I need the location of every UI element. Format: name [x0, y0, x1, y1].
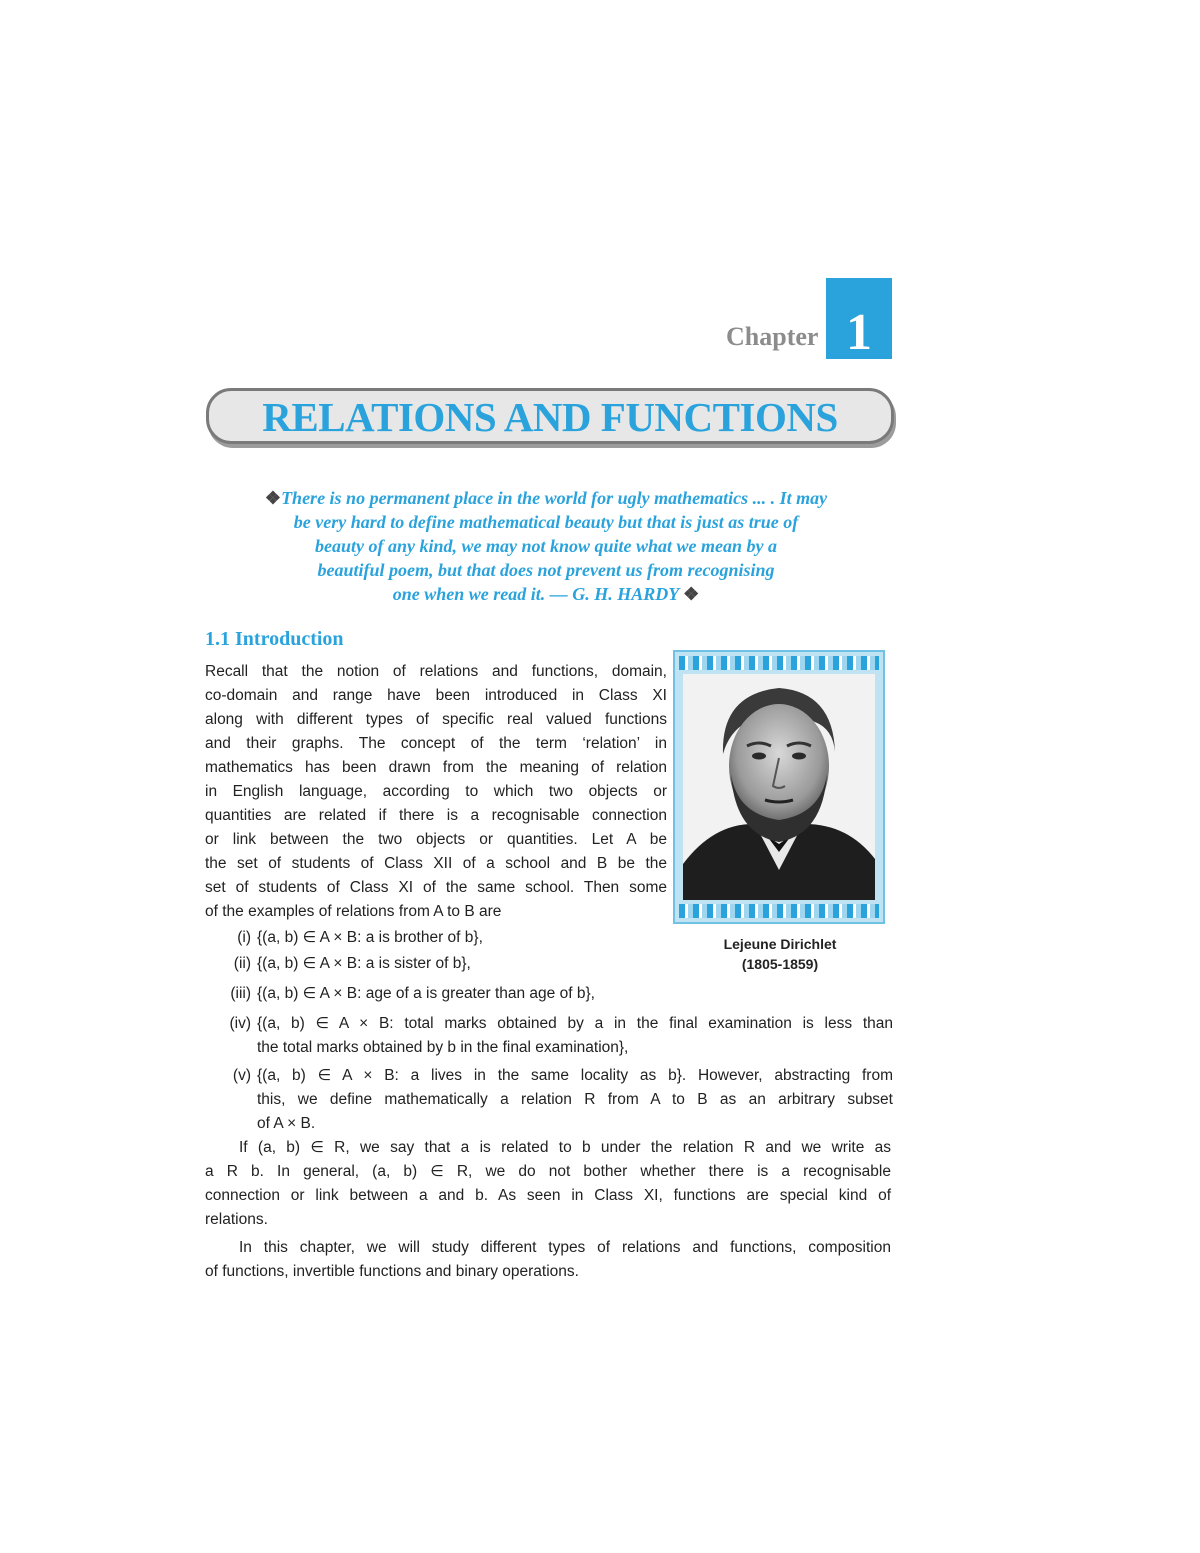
list-text: the total marks obtained by b in the final examination}, [257, 1039, 629, 1056]
paragraph-relation-definition [205, 1136, 891, 1232]
ornament-icon: ❖ [264, 488, 282, 508]
frame-decoration-top [679, 656, 879, 670]
quote-line-4: beautiful poem, but that does not prevent us from recognising [317, 560, 775, 580]
list-text: {(a, b) ∈ A × B: a lives in the same locality as b}. However, abstracting from [257, 1067, 893, 1084]
quote-line-3: beauty of any kind, we may not know quite what we mean by a [314, 536, 777, 556]
text-line: of the examples of relations from A to B are [205, 903, 502, 920]
chapter-number: 1 [846, 304, 872, 359]
chapter-number-box [826, 278, 892, 359]
text-line: mathematics has been drawn from the meaning of relation [205, 759, 667, 776]
portrait-caption [690, 934, 870, 974]
epigraph-quote [196, 486, 896, 606]
paragraph-chapter-overview [205, 1236, 891, 1284]
list-text: {(a, b) ∈ A × B: age of a is greater than age of b}, [257, 985, 595, 1002]
list-text: this, we define mathematically a relation R from A to B as an arbitrary subset [257, 1091, 893, 1108]
section-heading: 1.1 Introduction [205, 628, 344, 650]
text-line: in English language, according to which two objects or [205, 783, 667, 800]
caption-name: Lejeune Dirichlet [723, 936, 837, 952]
text-line: the set of students of Class XII of a school and B be the [205, 855, 667, 872]
text-line: Recall that the notion of relations and functions, domain, [205, 663, 667, 680]
list-number: (i) [237, 929, 251, 946]
list-number: (iv) [229, 1015, 251, 1032]
text-line: along with different types of specific real valued functions [205, 711, 667, 728]
portrait-image [683, 674, 875, 900]
chapter-title: RELATIONS AND FUNCTIONS [262, 394, 838, 440]
text-line: relations. [205, 1211, 268, 1228]
text-line: In this chapter, we will study different types of relations and functions, composition [239, 1239, 891, 1256]
intro-paragraph [205, 660, 667, 924]
text-line: If (a, b) ∈ R, we say that a is related to b under the relation R and we write as [239, 1139, 891, 1156]
text-line: or link between the two objects or quantities. Let A be [205, 831, 667, 848]
text-line: and their graphs. The concept of the term ‘relation’ in [205, 735, 667, 752]
text-line: co-domain and range have been introduced in Class XI [205, 687, 667, 704]
quote-line-1: ❖There is no permanent place in the world for ugly mathematics ... . It may [264, 488, 828, 508]
list-number: (ii) [233, 955, 251, 972]
text-line: a R b. In general, (a, b) ∈ R, we do not bother whether there is a recognisable [205, 1163, 891, 1180]
list-number: (iii) [230, 985, 251, 1002]
chapter-title-banner [206, 388, 894, 444]
text-line: of functions, invertible functions and binary operations. [205, 1263, 579, 1280]
chapter-label: Chapter [726, 322, 819, 351]
frame-decoration-bottom [679, 904, 879, 918]
list-text: of A × B. [257, 1115, 316, 1132]
text-line: connection or link between a and b. As seen in Class XI, functions are special kind of [205, 1187, 891, 1204]
list-number: (v) [232, 1067, 251, 1084]
caption-years: (1805-1859) [741, 956, 819, 972]
dirichlet-portrait-icon [683, 674, 875, 900]
list-text: {(a, b) ∈ A × B: total marks obtained by a in the final examination is less than [257, 1015, 893, 1032]
list-text: {(a, b) ∈ A × B: a is sister of b}, [257, 955, 471, 972]
list-text: {(a, b) ∈ A × B: a is brother of b}, [257, 929, 483, 946]
portrait-frame [673, 650, 885, 924]
quote-line-5: one when we read it. — G. H. HARDY ❖ [392, 584, 700, 604]
quote-line-2: be very hard to define mathematical beauty but that is just as true of [293, 512, 799, 532]
ornament-icon: ❖ [683, 584, 700, 604]
text-line: set of students of Class XI of the same school. Then some [205, 879, 667, 896]
text-line: quantities are related if there is a recognisable connection [205, 807, 667, 824]
